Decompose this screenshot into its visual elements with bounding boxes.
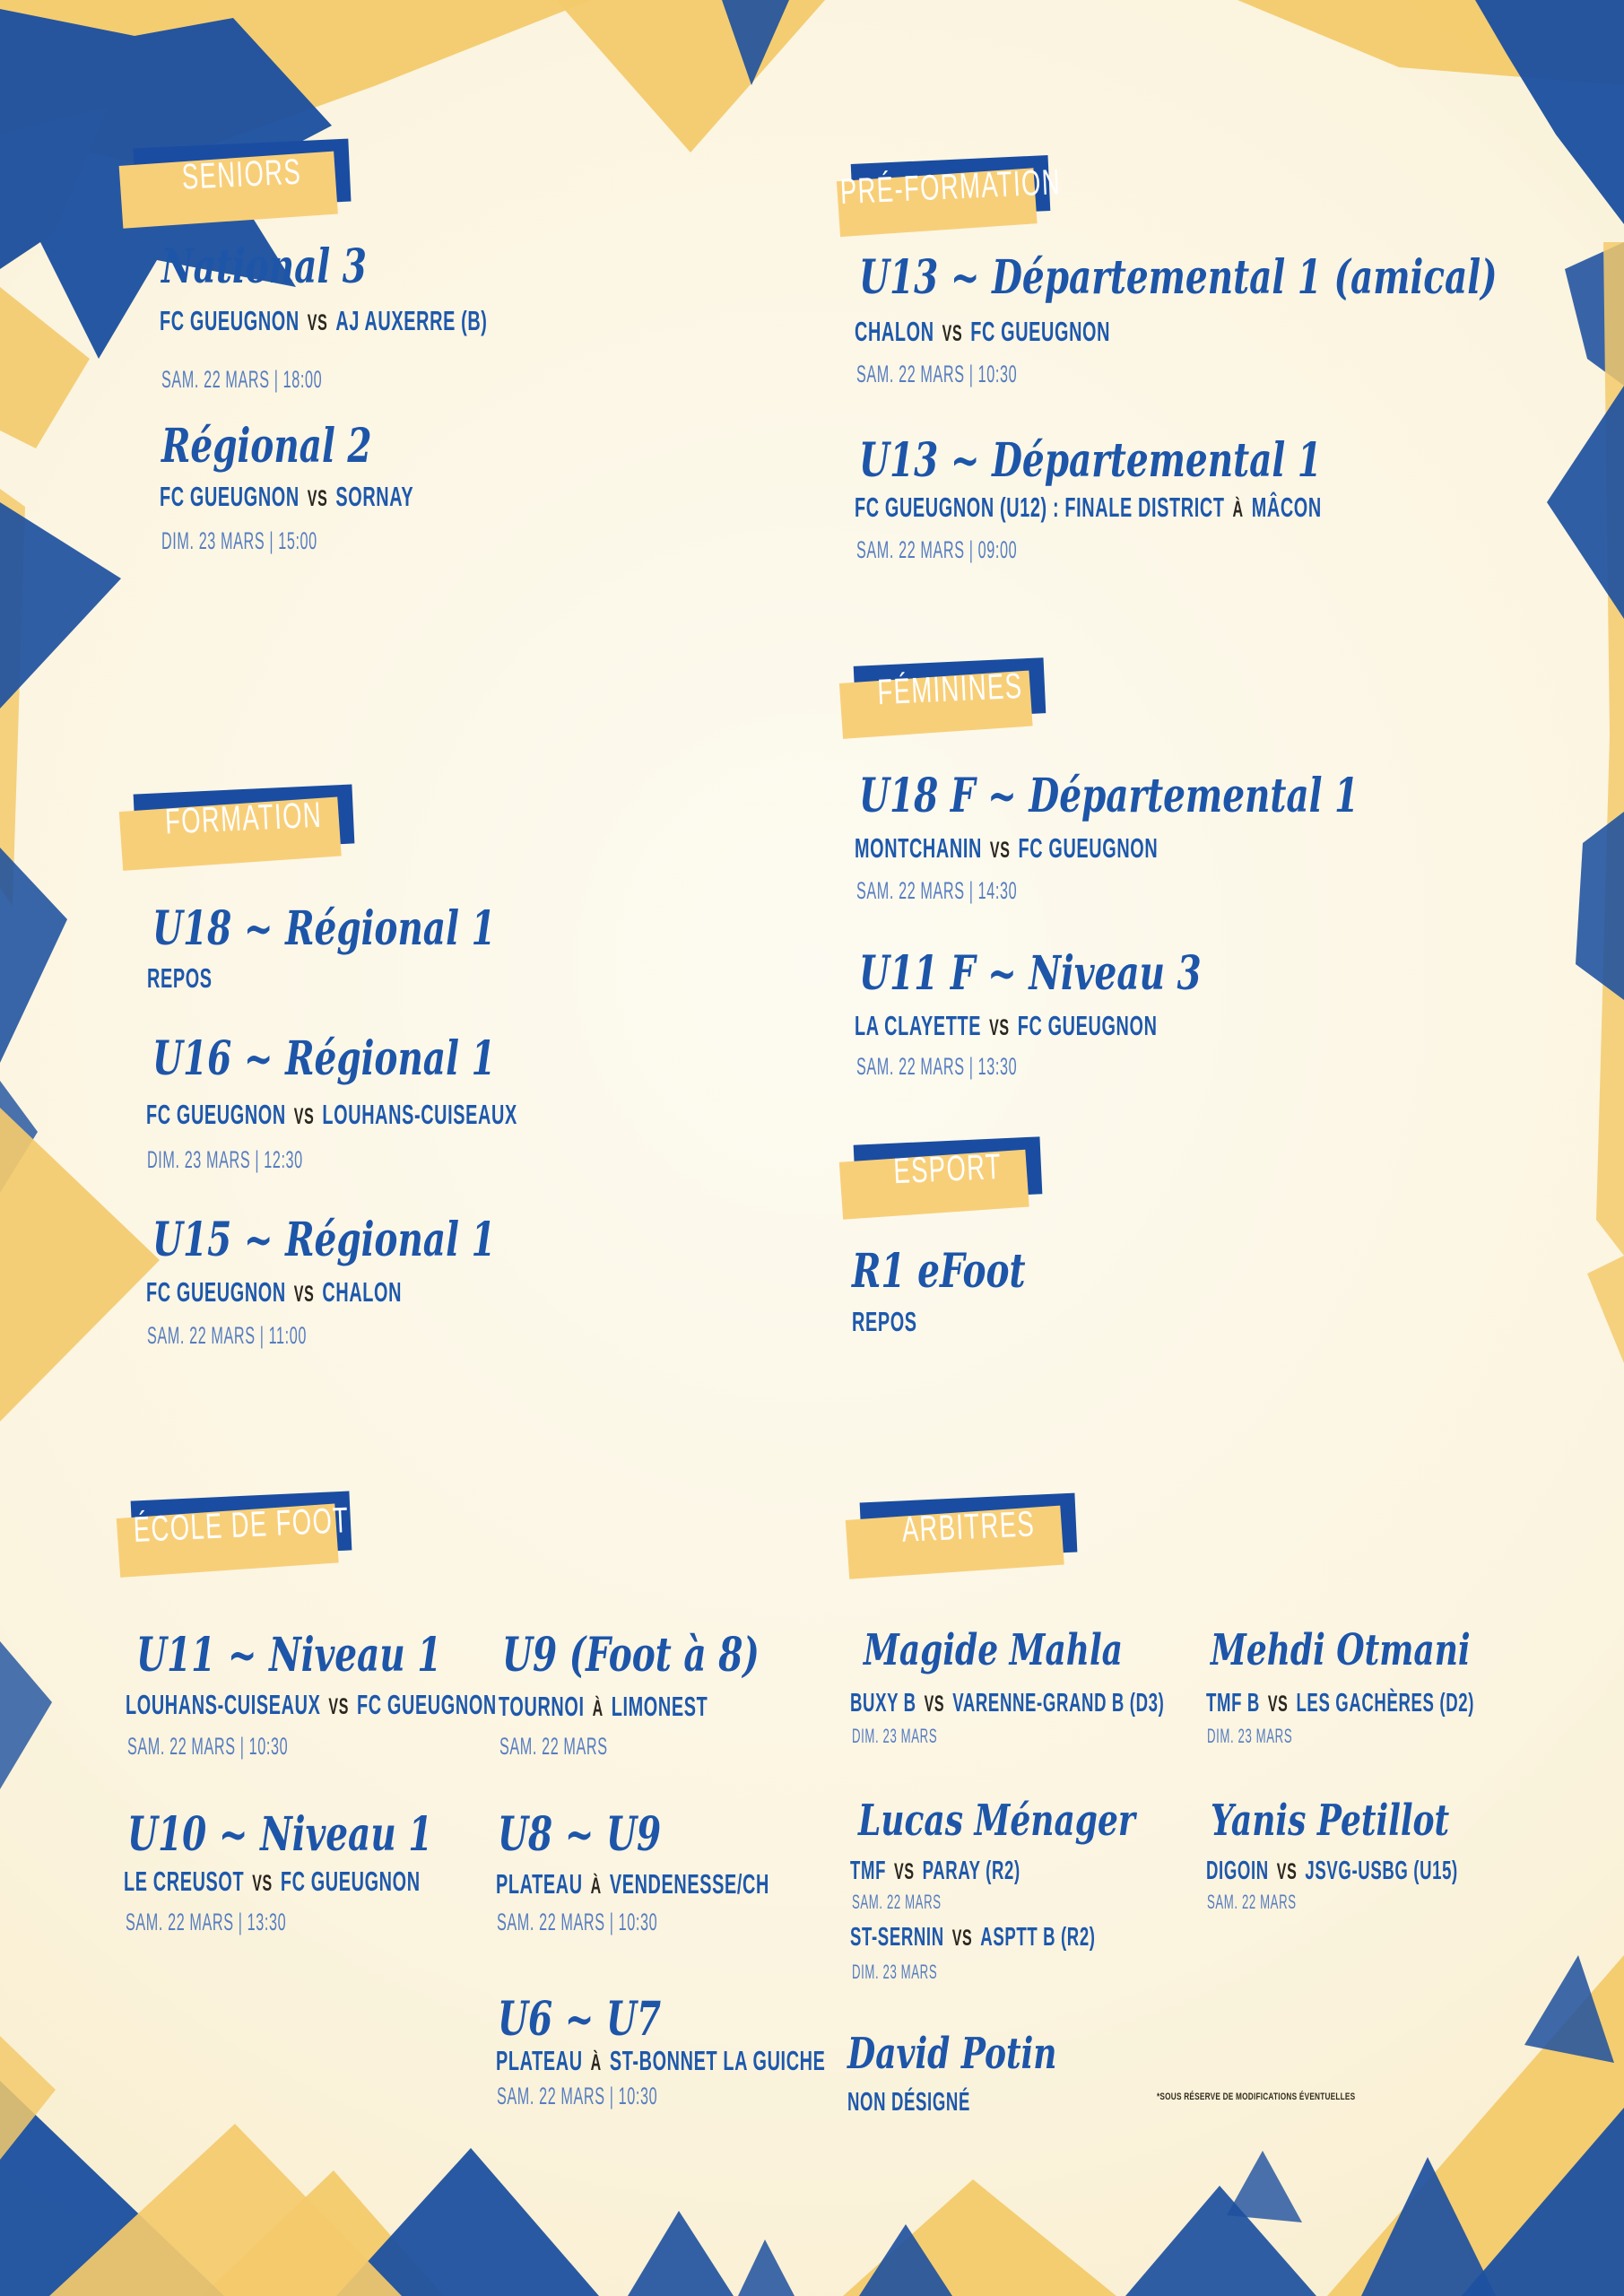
home-team: REPOS	[147, 962, 213, 994]
home-team: LE CREUSOT	[124, 1866, 245, 1897]
away-team: JSVG-USBG (U15)	[1305, 1857, 1458, 1885]
at-label: À	[590, 1874, 602, 1899]
league-title: U16 ~ Régional 1	[152, 1031, 496, 1086]
section-badge-formation	[134, 784, 355, 853]
vs-label: VS	[293, 1282, 315, 1307]
league-title: U13 ~ Départemental 1	[859, 433, 1322, 488]
league-title: U11 ~ Niveau 1	[136, 1628, 442, 1683]
decor-triangle	[0, 848, 67, 1063]
match-line	[496, 2047, 826, 2074]
away-team: SORNAY	[335, 481, 414, 512]
away-team: FC GUEUGNON	[280, 1866, 421, 1897]
match-line	[850, 1858, 1020, 1884]
vs-label: VS	[307, 486, 328, 511]
at-label: À	[590, 2050, 602, 2075]
vs-label: VS	[989, 1015, 1010, 1040]
decor-triangle	[0, 502, 121, 709]
vs-label: VS	[894, 1859, 915, 1884]
vs-label: VS	[924, 1692, 945, 1717]
away-team: LIMONEST	[611, 1691, 708, 1722]
match-line	[1206, 1858, 1458, 1884]
match-line	[124, 1867, 421, 1895]
match-date: DIM. 23 MARS	[852, 1961, 938, 1983]
match-date: DIM. 23 MARS	[1207, 1725, 1293, 1747]
vs-label: VS	[252, 1871, 273, 1896]
match-date: SAM. 22 MARS | 13:30	[856, 1053, 1018, 1080]
away-team: MÂCON	[1251, 491, 1322, 523]
section-badge-esport	[854, 1136, 1043, 1202]
home-team: TMF	[850, 1857, 887, 1885]
match-date: DIM. 23 MARS	[852, 1725, 938, 1747]
match-line	[1206, 1691, 1474, 1717]
section-badge-ecole-de-foot	[131, 1491, 352, 1560]
match-line	[147, 964, 213, 992]
decor-triangle	[1587, 1256, 1624, 1363]
section-title: ESPORT	[892, 1146, 1003, 1192]
match-date: SAM. 22 MARS	[852, 1891, 942, 1913]
home-team: LA CLAYETTE	[855, 1010, 982, 1041]
decor-triangle	[628, 2211, 734, 2296]
vs-label: VS	[942, 321, 963, 346]
league-title: U18 F ~ Départemental 1	[859, 769, 1359, 823]
vs-label: VS	[989, 838, 1011, 863]
at-label: À	[592, 1696, 604, 1721]
league-title: U10 ~ Niveau 1	[127, 1807, 433, 1862]
section-title: ARBITRES	[900, 1504, 1037, 1550]
away-team: PARAY (R2)	[922, 1857, 1020, 1885]
home-team: BUXY B	[850, 1689, 916, 1718]
away-team: VENDENESSE/CH	[609, 1868, 769, 1900]
match-line	[496, 1870, 769, 1898]
match-line	[855, 317, 1110, 345]
home-team: ST-SERNIN	[850, 1923, 944, 1952]
vs-label: VS	[951, 1926, 973, 1951]
section-title: FÉMININES	[876, 665, 1023, 713]
match-date: SAM. 22 MARS | 10:30	[497, 1909, 658, 1935]
referee-name: Magide Mahla	[864, 1625, 1123, 1675]
section-badge-seniors	[134, 139, 352, 212]
match-line	[847, 2090, 970, 2116]
league-title: U13 ~ Départemental 1 (amical)	[859, 250, 1498, 305]
league-title: U9 (Foot à 8)	[502, 1628, 760, 1683]
away-team: LES GACHÈRES (D2)	[1296, 1689, 1475, 1718]
home-team: FC GUEUGNON (U12) : FINALE DISTRICT	[855, 491, 1225, 523]
match-line	[850, 1925, 1096, 1951]
league-title: U8 ~ U9	[498, 1807, 662, 1862]
away-team: VARENNE-GRAND B (D3)	[952, 1689, 1165, 1718]
vs-label: VS	[293, 1104, 315, 1129]
match-date: SAM. 22 MARS | 13:30	[126, 1909, 287, 1935]
match-date: DIM. 23 MARS | 15:00	[161, 527, 317, 554]
home-team: DIGOIN	[1206, 1857, 1269, 1885]
decor-triangle	[556, 0, 825, 152]
home-team: TMF B	[1206, 1689, 1260, 1718]
decor-triangle	[1227, 2151, 1302, 2222]
league-title: R1 eFoot	[852, 1244, 1026, 1299]
away-team: AJ AUXERRE (B)	[335, 305, 488, 336]
home-team: FC GUEUGNON	[160, 305, 300, 336]
vs-label: VS	[1276, 1859, 1298, 1884]
home-team: CHALON	[855, 316, 934, 347]
match-line	[126, 1691, 497, 1718]
away-team: CHALON	[322, 1276, 403, 1308]
section-title: FORMATION	[164, 795, 324, 842]
decor-triangle	[1547, 386, 1624, 619]
section-badge-feminines	[854, 657, 1046, 722]
match-line	[850, 1691, 1164, 1717]
section-badge-preformation	[839, 155, 1062, 220]
away-team: FC GUEUGNON	[357, 1689, 497, 1720]
decor-triangle	[738, 2239, 795, 2296]
match-date: SAM. 22 MARS | 11:00	[147, 1322, 307, 1349]
home-team: NON DÉSIGNÉ	[847, 2088, 970, 2117]
section-title: PRÉ-FORMATION	[839, 161, 1062, 213]
home-team: FC GUEUGNON	[146, 1276, 286, 1308]
away-team: ST-BONNET LA GUICHE	[609, 2045, 826, 2076]
home-team: MONTCHANIN	[855, 832, 982, 864]
home-team: LOUHANS-CUISEAUX	[126, 1689, 321, 1720]
match-line	[855, 834, 1158, 862]
match-date: SAM. 22 MARS	[1207, 1891, 1297, 1913]
away-team: LOUHANS-CUISEAUX	[322, 1099, 517, 1130]
section-title: ÉCOLE DE FOOT	[132, 1500, 351, 1550]
decor-triangle	[0, 1641, 52, 1789]
match-date: SAM. 22 MARS | 09:00	[856, 536, 1018, 563]
match-line	[855, 1012, 1158, 1039]
match-date: SAM. 22 MARS	[499, 1733, 608, 1760]
league-title: U6 ~ U7	[498, 1992, 662, 2047]
decor-triangle	[1576, 812, 1624, 1000]
vs-label: VS	[1267, 1692, 1289, 1717]
home-team: TOURNOI	[499, 1691, 585, 1722]
match-line	[146, 1100, 517, 1128]
league-title: U11 F ~ Niveau 3	[859, 946, 1202, 1001]
match-date: SAM. 22 MARS | 18:00	[161, 366, 323, 393]
section-title: SENIORS	[181, 152, 303, 197]
referee-name: Yanis Petillot	[1211, 1796, 1450, 1846]
away-team: FC GUEUGNON	[1017, 1010, 1158, 1041]
match-line	[146, 1278, 402, 1306]
home-team: FC GUEUGNON	[160, 481, 300, 512]
decor-triangle	[0, 1108, 160, 1422]
match-date: DIM. 23 MARS | 12:30	[147, 1146, 303, 1173]
match-date: SAM. 22 MARS | 10:30	[127, 1733, 289, 1760]
referee-name: Mehdi Otmani	[1211, 1625, 1471, 1675]
league-title: U15 ~ Régional 1	[152, 1213, 496, 1267]
section-badge-arbitres	[860, 1493, 1078, 1562]
match-line	[160, 307, 488, 335]
league-title: National 3	[161, 239, 367, 294]
footnote: *SOUS RÉSERVE DE MODIFICATIONS ÉVENTUELLES	[1157, 2092, 1356, 2102]
league-title: U18 ~ Régional 1	[152, 901, 496, 956]
vs-label: VS	[328, 1694, 350, 1719]
away-team: FC GUEUGNON	[1018, 832, 1159, 864]
home-team: PLATEAU	[496, 2045, 583, 2076]
away-team: ASPTT B (R2)	[980, 1923, 1096, 1952]
vs-label: VS	[307, 310, 328, 335]
league-title: Régional 2	[161, 419, 372, 474]
decor-triangle	[1475, 0, 1624, 224]
away-team: FC GUEUGNON	[970, 316, 1111, 347]
match-line	[160, 483, 413, 510]
match-line	[499, 1692, 708, 1720]
home-team: FC GUEUGNON	[146, 1099, 286, 1130]
referee-name: Lucas Ménager	[858, 1796, 1135, 1846]
home-team: REPOS	[852, 1306, 917, 1337]
match-date: SAM. 22 MARS | 10:30	[856, 361, 1018, 387]
at-label: À	[1232, 497, 1244, 522]
match-date: SAM. 22 MARS | 14:30	[856, 877, 1018, 904]
match-line	[855, 493, 1322, 521]
referee-name: David Potin	[847, 2029, 1057, 2079]
match-line	[852, 1308, 917, 1335]
match-date: SAM. 22 MARS | 10:30	[497, 2083, 658, 2109]
home-team: PLATEAU	[496, 1868, 583, 1900]
